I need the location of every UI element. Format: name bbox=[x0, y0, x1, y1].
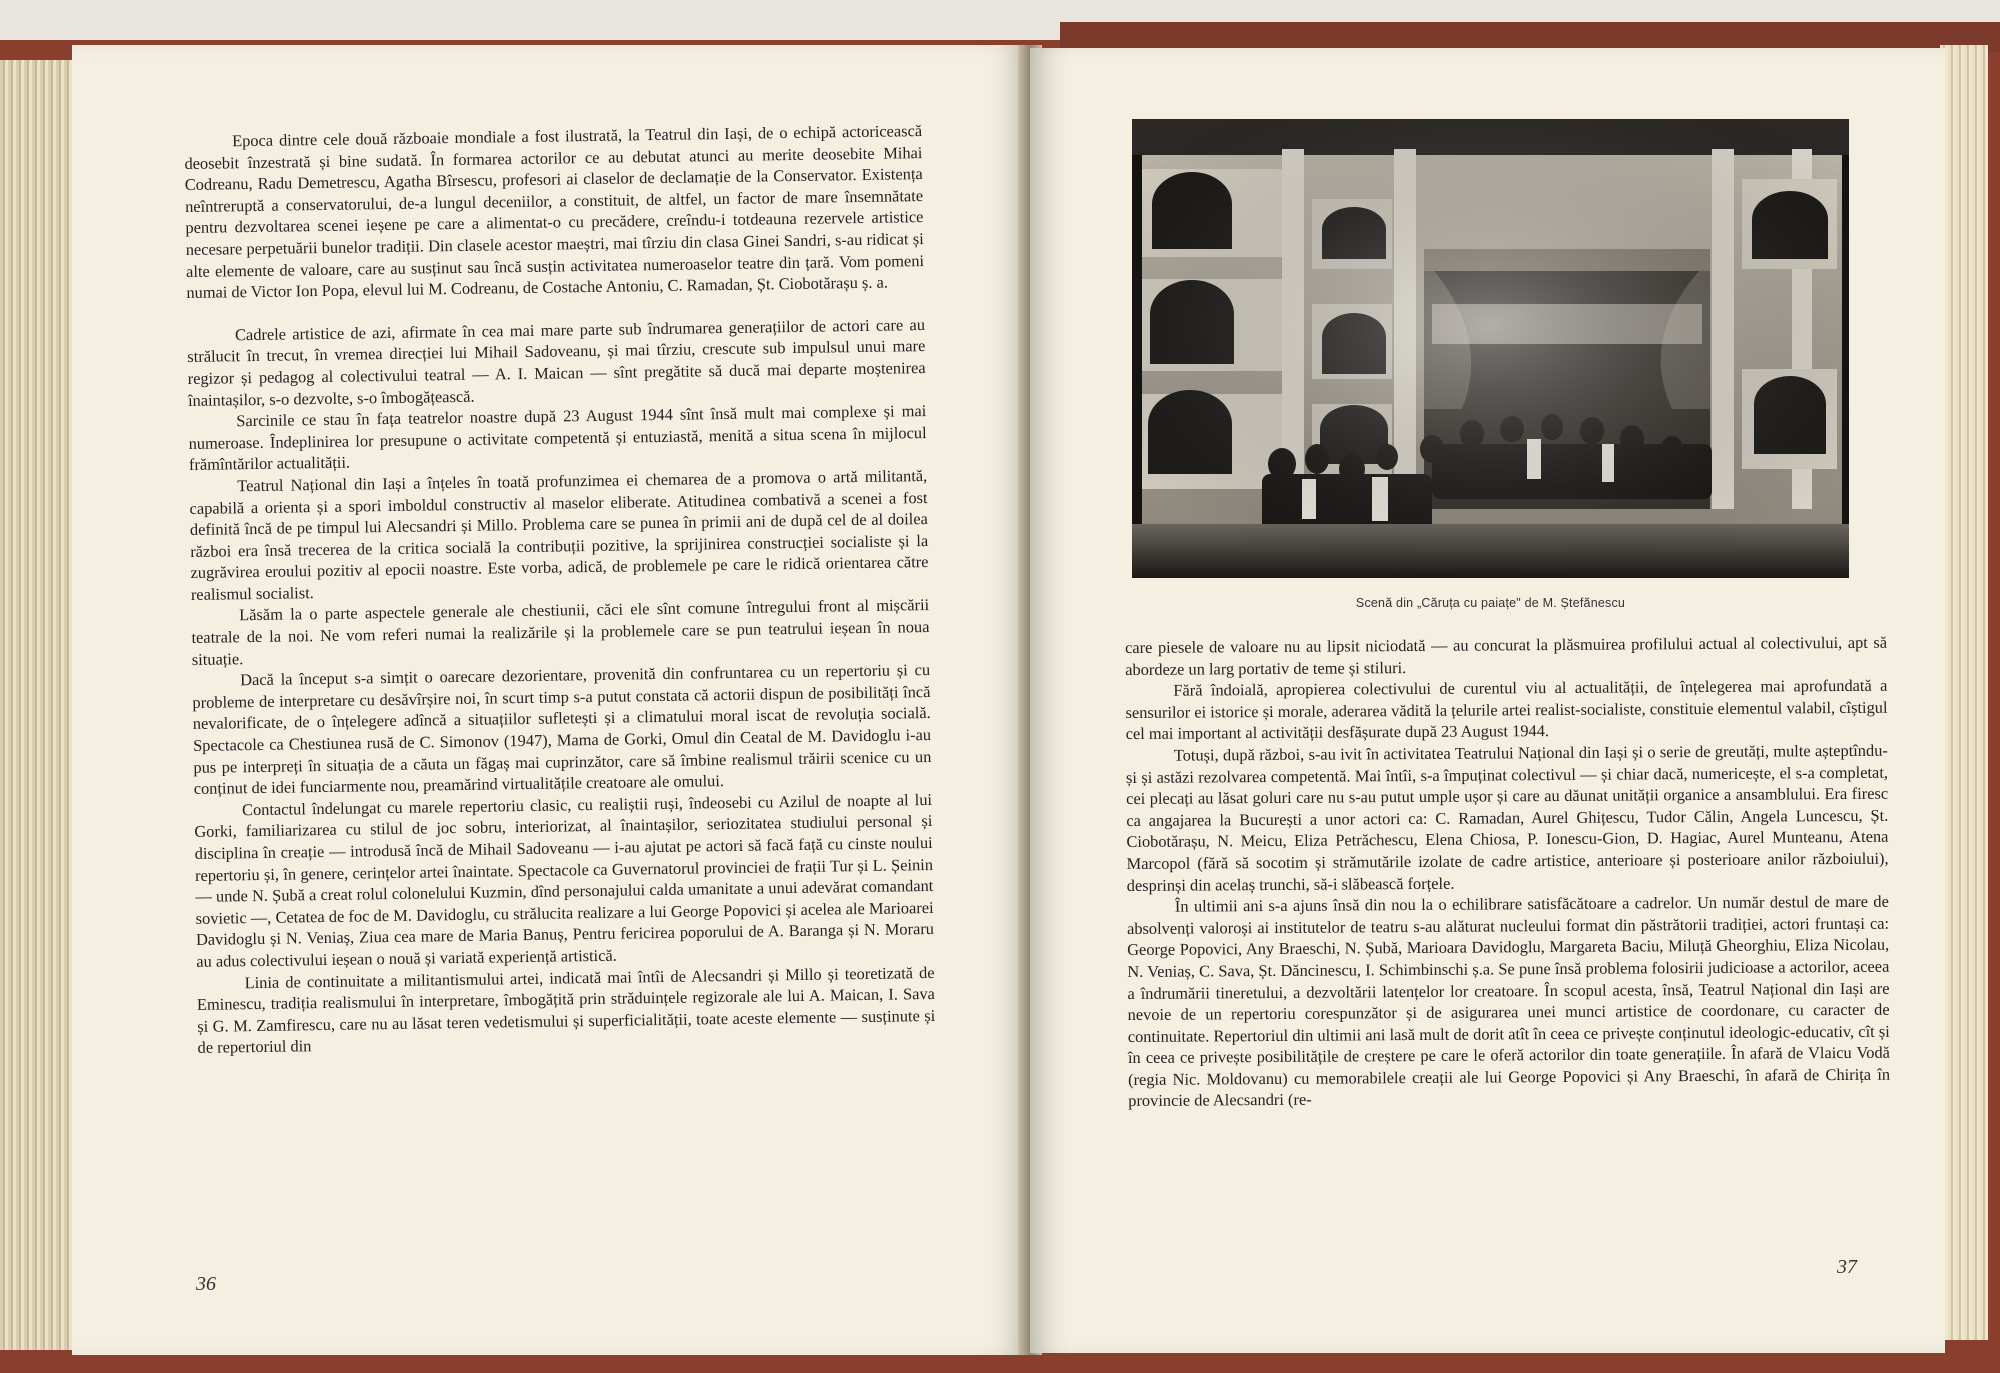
left-page-text bbox=[184, 120, 936, 1059]
page-number: 37 bbox=[1837, 1256, 1857, 1278]
right-page-edges bbox=[1940, 45, 1988, 1340]
paragraph: Lăsăm la o parte aspectele generale ale chestiunii, căci ele sînt comune întregului front al mișcării teatrale de la noi. Ne vom referi numai la realizările și la problemele care se pun teatrului ieșean în noua situație. bbox=[191, 595, 930, 669]
paragraph: Sarcinile ce stau în fața teatrelor noastre după 23 August 1944 sînt însă mult mai complexe și mai numeroase. Îndeplinirea lor presupune o activitate competentă și entuziastă, menită a situa scena în mijlocul frămîntărilor actualității. bbox=[188, 401, 927, 475]
paragraph: Totuși, după război, s-au ivit în activitatea Teatrului Național din Iași și o serie de greutăți, multe așteptîndu-și și astăzi rezolvarea competentă. Mai întîi, s-a împuținat colectivul — și chiar dacă, numericește, el s-a completat, cei plecați au lăsat goluri care nu s-au putut umple ușor și care au dăunat unității organice a ansamblului. Era firesc ca angajarea la București a unor actori ca: C. Ramadan, Aurel Ghițescu, Tudor Călin, Angela Luncescu, Șt. Ciobotărașu, N. Meicu, Eliza Petrăchescu, Elena Chiosa, P. Ionescu-Gion, D. Hagiac, Aurel Munteanu, Atena Marcopol (fără să socotim și strămutările izolate de cadre artistice, anterioare și posterioare anilor războiului), desprinși din acelaș trunchi, să-i slăbească forțele. bbox=[1125, 740, 1889, 895]
page-number: 36 bbox=[196, 1273, 216, 1295]
right-page-text bbox=[1125, 632, 1890, 1112]
paragraph: Fără îndoială, apropierea colectivului de curentul viu al actualității, de înțelegerea mai aprofundată a sensurilor ei istorice și morale, aderarea vădită la țelurile artei realist-socialiste, constituie elementul valabil, cîștigul cel mai important al activității desfășurate după 23 August 1944. bbox=[1125, 675, 1888, 744]
paragraph: Contactul îndelungat cu marele repertoriu clasic, cu realiștii ruși, îndeosebi cu Azilul de noapte al lui Gorki, familiarizarea cu stilul de joc sobru, interiorizat, al înaintașilor, seriozitatea studiului personal și disciplina în creație — introdusă încă de Mihail Sadoveanu — i-au ajutat pe actori să facă față cu cinste noului repertoriu și, în genere, cerințelor artei înaintate. Spectacole ca Guvernatorul provinciei de frații Tur și L. Șeinin — unde N. Șubă a creat rolul colonelului Kuzmin, dînd personajului calda umanitate a unui adevărat comandant sovietic —, Cetatea de foc de M. Davidoglu, cu strălucita realizare a lui George Popovici și acelea ale Marioarei Davidoglu și N. Veniaș, Ziua cea mare de Maria Banuș, Pentru fericirea poporului de A. Baranga și N. Moraru au adus colectivului ieșean o nouă și variată experiență artistică. bbox=[194, 789, 935, 971]
right-page bbox=[1030, 48, 1945, 1353]
paragraph: care piesele de valoare nu au lipsit niciodată — au concurat la plăsmuirea profilului actual al colectivului, apt să abordeze un larg portativ de teme și stiluri. bbox=[1125, 632, 1888, 679]
paragraph: Epoca dintre cele două războaie mondiale a fost ilustrată, la Teatrul din Iași, de o echipă actoricească deosebit înzestrată și bine sudată. În formarea actorilor ce au debutat atunci au merite deosebite Mihai Codreanu, Radu Demetrescu, Agatha Bîrsescu, profesori ai claselor de declamație de la Conservator. Existența neîntreruptă a conservatorului, de-a lungul deceniilor, a constituit, de altfel, un factor de mare însemnătate pentru dezvoltarea scenei ieșene pe care a alimentat-o cu precădere, creîndu-i totdeauna rezervele artistice necesare perpetuării bunelor tradiții. Din clasele acestor maeștri, mai tîrziu din clasa Ginei Sandri, s-au ridicat și alte elemente de valoare, care au susținut sau încă susțin activitatea numeroaselor teatre din țară. Vom pomeni numai de Victor Ion Popa, elevul lui M. Codreanu, de Costache Antoniu, C. Ramadan, Șt. Ciobotărașu ș. a. bbox=[184, 121, 925, 303]
paragraph: Dacă la început s-a simțit o oarecare dezorientare, provenită din confruntarea cu un repertoriu și cu probleme de interpretare cu desăvîrșire noi, în scurt timp s-a putut constata că actorii dispun de posibilități încă nevalorificate, de o înțelegere adîncă a situațiilor sufletești și a climatului moral iscat de revoluția socială. Spectacole ca Chestiunea rusă de C. Simonov (1947), Mama de Gorki, Omul din Ceatal de M. Davidoglu i-au pus pe interpreți în situația de a căuta un făgaș mai cuprinzător, care să îmbine realismul trăirii scenice cu un conținut de idei funciarmente nou, preamărind virtualitățile creatoare ale omului. bbox=[192, 660, 932, 799]
paragraph: Cadrele artistice de azi, afirmate în cea mai mare parte sub îndrumarea generațiilor de actori care au strălucit în trecut, în vremea direcției lui Mihail Sadoveanu, și mai tîrziu, crescute sub impulsul unui mare regizor și pedagog al colectivului teatral — A. I. Maican — sînt pregătite să ducă mai departe moștenirea înaintașilor, s-o dezvolte, s-o îmbogățească. bbox=[187, 314, 926, 410]
paragraph: În ultimii ani s-a ajuns însă din nou la o echilibrare satisfăcătoare a cadrelor. Un număr destul de mare de absolvenți valoroși ai institutelor de teatru s-au alăturat nucleului format din păstrătorii tradiției, actori fruntași ca: George Popovici, Any Braeschi, N. Șubă, Marioara Davidoglu, Margareta Baciu, Miluță Gheorghiu, Eliza Nicolau, N. Veniaș, C. Sava, Șt. Dăncinescu, I. Schimbinschi ș.a. Se pune însă problema folosirii judicioase a actorilor, aceea a îndrumării tineretului, a dezvoltării latențelor lor creatoare. În scopul acesta, însă, Teatrul Național din Iași are nevoie de un repertoriu corespunzător și de asigurarea unei munci artistice de coordonare, cu caracter de continuitate. Repertoriul din ultimii ani lasă mult de dorit atît în ceea ce privește conținutul ideologic-educativ, cît și în ceea ce privește posibilitățile de creștere pe care le oferă actorilor din toate generațiile. În afară de Vlaicu Vodă (regia Nic. Moldovanu) cu memorabilele creații ale lui George Popovici și Any Braeschi, în afară de Chirița în provincie de Alecsandri (re- bbox=[1126, 891, 1891, 1111]
left-page-edges bbox=[0, 60, 72, 1350]
stage-photograph bbox=[1132, 119, 1849, 578]
paragraph: Linia de continuitate a militantismului artei, indicată mai întîi de Alecsandri și Millo și teoretizată de Eminescu, tradiția realismului în interpretare, îmbogățită prin străduințele regizorale ale lui A. Maican, I. Sava și G. M. Zamfirescu, care nu au lăsat teren vedetismului și superficialității, toate aceste elemente — susținute și de repertoriul din bbox=[196, 962, 936, 1058]
photo-caption: Scenă din „Căruța cu paiațe" de M. Ștefănescu bbox=[1355, 596, 1626, 610]
paragraph: Teatrul Național din Iași a înțeles în toată profunzimea ei chemarea de a promova o artă militantă, capabilă a orienta și a spori imboldul constructiv al maselor eliberate. Atitudinea combativă a scenei a fost definită încă de pe timpul lui Alecsandri și Millo. Problema care se punea în primii ani de după cel de al doilea război era însă trecerea de la critica socială la contribuții pozitive, la sprijinirea construcției socialiste și la zugrăvirea eroului pozitiv al epocii noastre. Este vorba, adică, de problemele pe care le ridică orientarea către realismul socialist. bbox=[189, 465, 929, 604]
left-page bbox=[72, 45, 1027, 1355]
